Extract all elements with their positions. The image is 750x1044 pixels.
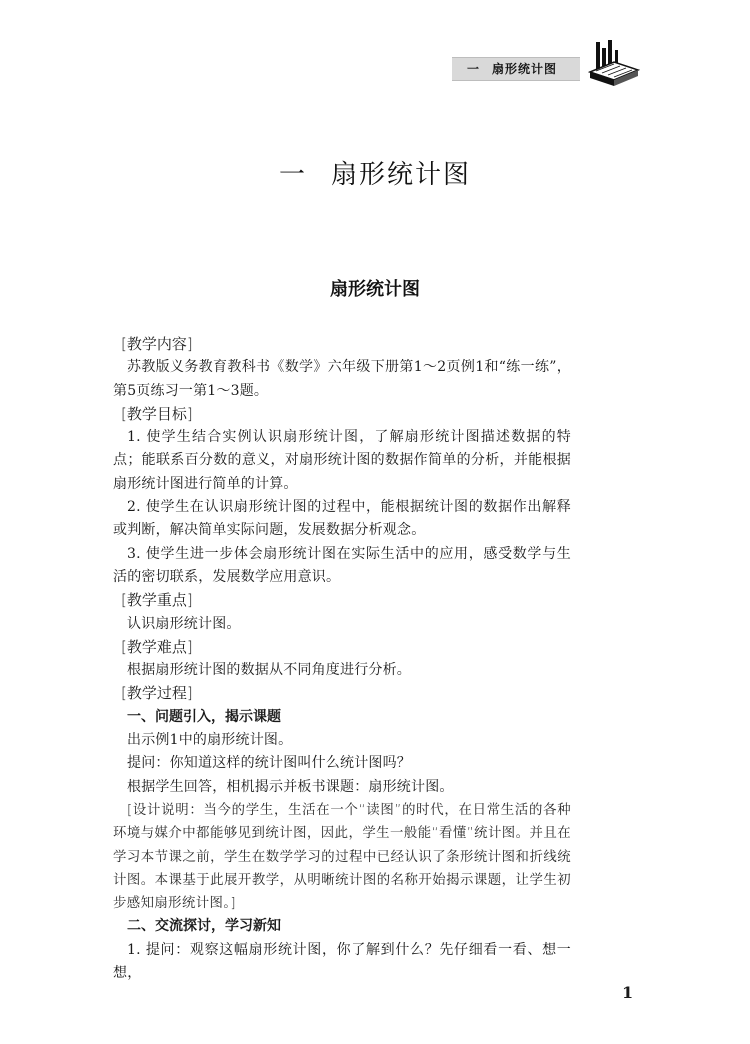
section-title: 扇形统计图 [330,279,420,300]
label-key-points: [教学重点] [121,591,193,610]
design-note: [设计说明：当今的学生，生活在一个“读图”的时代，在日常生活的各种环境与媒介中都能够见到统计图，因此，学生一般能“看懂”统计图。并且在学习本节课之前，学生在数学学习的过程中已经认识了条形统计图和折线统计图。本课基于此展开教学，从明晰统计图的名称开始揭示课题，让学生初步感知扇形统计图。] [113,802,571,912]
key-point-text: 认识扇形统计图。 [127,615,241,632]
process-paragraph-4: 1. 提问：观察这幅扇形统计图，你了解到什么？先仔细看一看、想一想， [113,941,571,982]
heading-part-1: 一、问题引入，揭示课题 [127,708,281,725]
chapter-title-text: 扇形统计图 [331,160,472,190]
book-logo-icon [584,36,644,88]
running-header [452,57,580,81]
process-paragraph-3: 根据学生回答，相机揭示并板书课题：扇形统计图。 [127,778,454,795]
goal-3: 3. 使学生进一步体会扇形统计图在实际生活中的应用，感受数学与生活的密切联系，发展数学应用意识。 [113,545,571,585]
label-content: [教学内容] [121,335,193,353]
difficulty-text: 根据扇形统计图的数据从不同角度进行分析。 [127,662,411,679]
chapter-title [0,154,750,191]
lesson-body [113,333,571,985]
label-goals: [教学目标] [121,404,193,423]
content-paragraph: 苏教版义务教育教科书《数学》六年级下册第1～2页例1和“练一练”，第5页练习一第1～3题。 [113,359,571,399]
running-header-title: 扇形统计图 [492,62,558,76]
heading-part-2: 二、交流探讨，学习新知 [127,918,281,935]
running-header-dash: 一 [467,62,480,76]
process-paragraph-2: 提问：你知道这样的统计图叫什么统计图吗？ [127,755,411,772]
goal-1: 1. 使学生结合实例认识扇形统计图，了解扇形统计图描述数据的特点；能联系百分数的意义，对扇形统计图的数据作简单的分析，并能根据扇形统计图进行简单的计算。 [113,429,571,492]
label-difficulty: [教学难点] [121,637,193,656]
chapter-number: 一 [278,160,307,190]
process-paragraph-1: 出示例1中的扇形统计图。 [127,732,293,749]
goal-2: 2. 使学生在认识扇形统计图的过程中，能根据统计图的数据作出解释或判断，解决简单实际问题，发展数据分析观念。 [113,499,571,539]
page-number: 1 [622,983,634,1002]
label-process: [教学过程] [121,684,193,703]
